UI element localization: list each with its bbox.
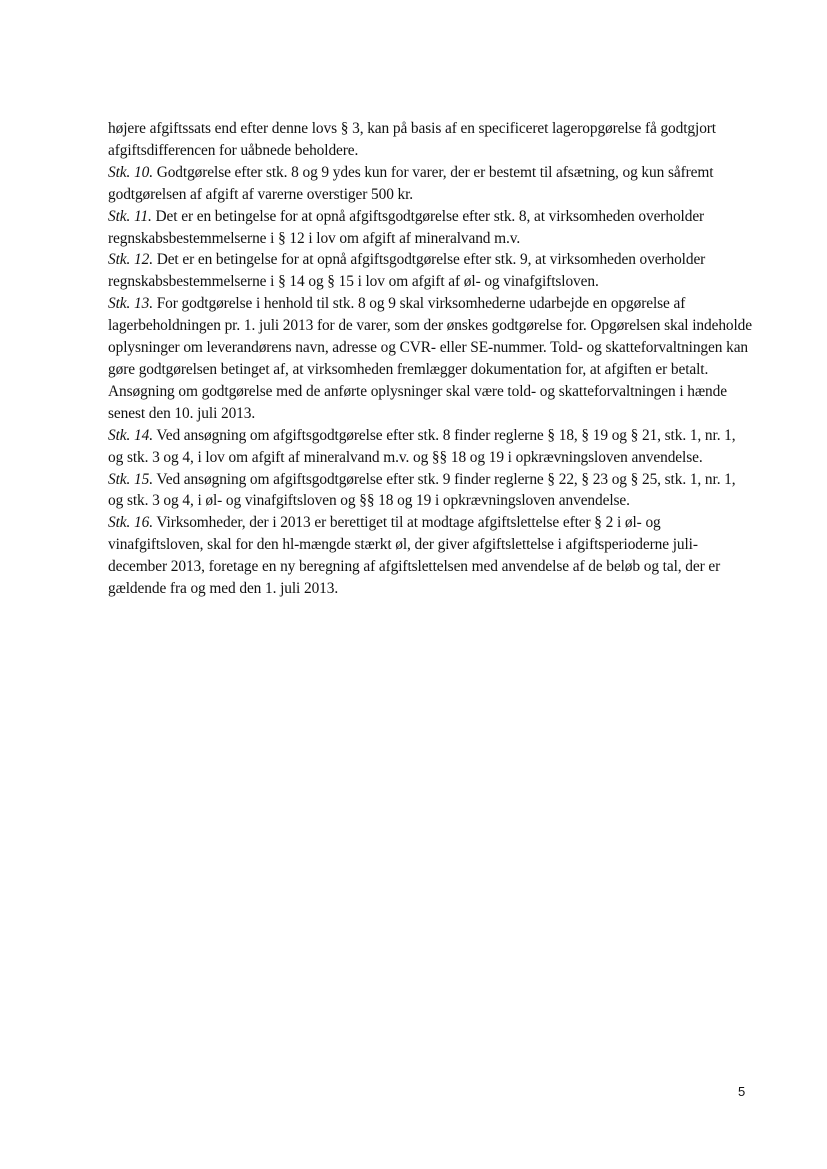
paragraph-stk-11	[108, 206, 753, 250]
page-number: 5	[738, 1084, 746, 1099]
paragraph-text: Godtgørelse efter stk. 8 og 9 ydes kun for varer, der er bestemt til afsætning, og kun såfremt godtgørelsen af afgift af varerne overstiger 500 kr.	[108, 163, 714, 203]
paragraph-stk-14	[108, 425, 753, 469]
intro-paragraph	[108, 118, 753, 162]
stk-label: Stk. 12.	[108, 251, 153, 269]
stk-label: Stk. 13.	[108, 295, 153, 313]
body-text	[108, 118, 753, 600]
paragraph-text: For godtgørelse i henhold til stk. 8 og 9 skal virksomhederne udarbejde en opgørelse af lagerbeholdningen pr. 1. juli 2013 for de varer, som der ønskes godtgørelse for. Opgørelsen skal indeholde oplysninger om leverandørens navn, adresse og CVR- eller SE-nummer. Told- og skatteforvaltningen kan gøre godtgørelsen betinget af, at virksomheden fremlægger dokumentation for, at afgiften er betalt. Ansøgning om godtgørelse med de anførte oplysninger skal være told- og skatteforvaltningen i hænde senest den 10. juli 2013.	[108, 295, 753, 422]
paragraph-text: Virksomheder, der i 2013 er berettiget til at modtage afgiftslettelse efter § 2 i øl- og vinafgiftsloven, skal for den hl-mængde stærkt øl, der giver afgiftslettelse i afgiftsperioderne juli-december 2013, foretage en ny beregning af afgiftslettelsen med anvendelse af de beløb og tal, der er gældende fra og med den 1. juli 2013.	[108, 514, 721, 598]
paragraph-text: Ved ansøgning om afgiftsgodtgørelse efter stk. 8 finder reglerne § 18, § 19 og § 21, stk. 1, nr. 1, og stk. 3 og 4, i lov om afgift af mineralvand m.v. og §§ 18 og 19 i opkrævningsloven anvendelse.	[108, 426, 736, 466]
stk-label: Stk. 16.	[108, 514, 153, 532]
paragraph-text: Det er en betingelse for at opnå afgiftsgodtgørelse efter stk. 8, at virksomheden overholder regnskabsbestemmelserne i § 12 i lov om afgift af mineralvand m.v.	[108, 207, 705, 247]
stk-label: Stk. 14.	[108, 426, 153, 444]
intro-text: højere afgiftssats end efter denne lovs § 3, kan på basis af en specificeret lageropgørelse få godtgjort afgiftsdifferencen for uåbnede beholdere.	[108, 120, 716, 159]
paragraph-stk-10	[108, 162, 753, 206]
paragraph-text: Ved ansøgning om afgiftsgodtgørelse efter stk. 9 finder reglerne § 22, § 23 og § 25, stk. 1, nr. 1, og stk. 3 og 4, i øl- og vinafgiftsloven og §§ 18 og 19 i opkrævningsloven anvendelse.	[108, 470, 736, 510]
paragraph-stk-12	[108, 249, 753, 293]
paragraph-stk-16	[108, 512, 753, 600]
paragraph-text: Det er en betingelse for at opnå afgiftsgodtgørelse efter stk. 9, at virksomheden overholder regnskabsbestemmelserne i § 14 og § 15 i lov om afgift af øl- og vinafgiftsloven.	[108, 251, 706, 291]
stk-label: Stk. 10.	[108, 163, 153, 181]
stk-label: Stk. 11.	[108, 207, 152, 225]
paragraph-stk-13	[108, 293, 753, 424]
paragraph-stk-15	[108, 469, 753, 513]
stk-label: Stk. 15.	[108, 470, 153, 488]
